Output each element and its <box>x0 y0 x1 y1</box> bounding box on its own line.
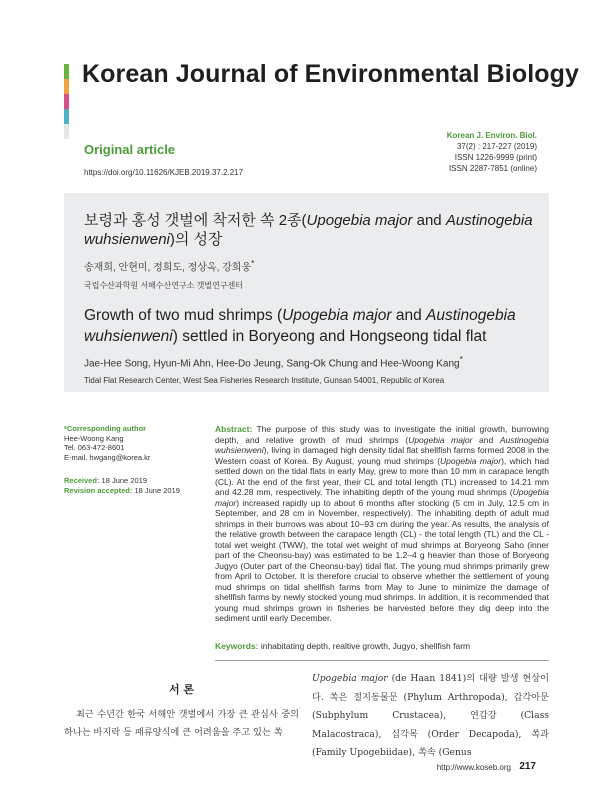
page-number: 217 <box>519 761 536 772</box>
article-type: Original article <box>84 142 176 157</box>
keywords-label: Keywords: <box>215 641 259 651</box>
article-sidebar <box>64 424 204 495</box>
korean-authors <box>84 258 254 273</box>
english-title <box>84 305 534 347</box>
body-right-text: (de Haan 1841)의 대량 발생 현상이다. 쏙은 절지동물문 (Phylum Arthropoda), 갑각아문 (Subphylum Crustacea), 연갑강 (Class Malacostraca), 십각목 (Order Decapoda), 쏙과 (Family Upogebiidae), 쏙속 (Genus <box>312 673 550 758</box>
journal-abbrev: Korean J. Environ. Biol. <box>446 131 537 140</box>
section-heading-introduction: 서 론 <box>168 683 195 696</box>
color-bar-cyan <box>64 109 69 124</box>
korean-affiliation: 국립수산과학원 서해수산연구소 갯벌연구센터 <box>84 281 244 290</box>
abstract-species-1: Upogebia major <box>408 434 473 445</box>
korean-corr-mark: * <box>251 258 255 268</box>
body-species: Upogebia major <box>312 673 388 684</box>
korean-title-species-1: Upogebia major <box>306 212 413 229</box>
received-date <box>64 476 204 486</box>
footer-url[interactable]: http://www.koseb.org <box>436 763 511 772</box>
color-bar-pink <box>64 94 69 109</box>
english-title-end: ) settled in Boryeong and Hongseong tidal flat <box>172 328 487 345</box>
english-title-text: Growth of two mud shrimps ( <box>84 307 283 324</box>
korean-author-list: 송재희, 안현미, 정희도, 정상옥, 강희웅 <box>84 262 252 274</box>
accepted-value: 18 June 2019 <box>134 485 180 495</box>
abstract-text-4: ), which had settled down on the tidal flats in early May, grew to more than 10 mm in carapace length (CL). At the end of the first year, their CL and total length (TL) increased to 14.21 mm and 42.28 mm, respectively. The inhabiting depth of the young mud shrimps ( <box>215 455 549 497</box>
citation-info <box>447 130 537 174</box>
issn-print: ISSN 1226-9999 (print) <box>454 153 537 162</box>
corresponding-author-tel: Tel. 063-472-8601 <box>64 443 125 452</box>
korean-title <box>84 211 534 249</box>
journal-title: Korean Journal of Environmental Biology <box>82 60 580 88</box>
abstract-species-4: Upogebia major <box>215 487 549 508</box>
english-authors <box>84 354 463 369</box>
volume-info: 37(2) : 217-227 (2019) <box>456 142 537 151</box>
keywords <box>215 641 549 651</box>
english-title-and: and <box>391 307 427 324</box>
color-bar-grey <box>64 124 69 139</box>
color-bar-orange <box>64 79 69 94</box>
korean-title-species-2: Austinogebia wuhsienweni <box>84 212 533 248</box>
color-bar-green <box>64 64 69 79</box>
abstract-text-5: ) increased rapidly up to about 6 months after stocking (5 cm in July, 12.5 cm in September, and 28 cm in November, respectively). The inhabiting depth of adult mud shrimps in their burrows was about 10–93 cm during the year. As results, the analysis of the relative growth between the carapace length (CL) - the total length (TL) and the CL - total wet weight (TWW), the total wet weight of mud shrimps at Boryeong Saho (inner part of the Cheonsu-bay) was estimated to be 1.2–4 g heavier than those of Boryeong Jugyo (Outer part of the Cheonsu-bay) tidal flat. The young mud shrimps primarily grew from April to October. It is therefore crucial to observe whether the settlement of young mud shrimps on tidal shellfish farms from May to June to minimize the damage of shellfish farms by newly stocked young mud shrimps. In addition, it is recommended that young mud shrimps grown in fisheries be harvested before they dig deep into the sediment until early December. <box>215 497 549 623</box>
issn-online: ISSN 2287-7851 (online) <box>448 164 537 173</box>
corresponding-author-label: *Corresponding author <box>64 424 147 433</box>
section-divider <box>215 660 549 661</box>
corresponding-author-name: Hee-Woong Kang <box>64 433 124 443</box>
body-text-left: 최근 수년간 한국 서해안 갯벌에서 가장 큰 관심사 중의 하나는 바지락 등 패류양식에 큰 어려움을 주고 있는 쏙 <box>64 709 299 738</box>
abstract-label: Abstract: <box>215 424 253 434</box>
korean-title-text: 보령과 홍성 갯벌에 착저한 쏙 2종( <box>84 212 307 229</box>
abstract-text-1: The purpose of this study was to investigate the initial growth, burrowing depth, and relative growth of mud shrimps ( <box>215 424 549 445</box>
doi-link[interactable]: https://doi.org/10.11626/KJEB.2019.37.2.217 <box>84 168 244 177</box>
corresponding-author-email[interactable]: E-mail. hwgang@korea.kr <box>64 452 151 462</box>
accepted-date <box>64 486 204 496</box>
abstract-text-2: and <box>472 434 500 445</box>
received-value: 18 June 2019 <box>101 476 147 485</box>
keywords-text: inhabitating depth, realtive growth, Jugyo, shellfish farm <box>258 641 471 651</box>
abstract-species-2: Austinogebia wuhsienweni <box>215 434 550 455</box>
english-title-species-2: Austinogebia wuhsienweni <box>84 307 516 345</box>
korean-title-end: )의 성장 <box>169 231 223 248</box>
korean-title-and: and <box>412 212 446 229</box>
abstract-species-3: Upogebia major <box>440 455 502 466</box>
journal-color-bars <box>64 64 69 139</box>
body-text-right <box>312 670 549 763</box>
english-author-list: Jae-Hee Song, Hyun-Mi Ahn, Hee-Do Jeung, Sang-Ok Chung and Hee-Woong Kang <box>84 358 460 370</box>
accepted-label: Revision accepted: <box>64 485 133 495</box>
english-title-species-1: Upogebia major <box>282 307 392 324</box>
abstract-text-3: ), living in damaged high density tidal flat shellfish farms formed 2008 in the Western coast of Korea. By August, young mud shrimps ( <box>215 445 549 466</box>
english-affiliation: Tidal Flat Research Center, West Sea Fisheries Research Institute, Gunsan 54001, Republic of Korea <box>84 376 445 385</box>
english-corr-mark: * <box>459 354 463 364</box>
abstract <box>215 424 549 624</box>
received-label: Received: <box>64 476 100 485</box>
